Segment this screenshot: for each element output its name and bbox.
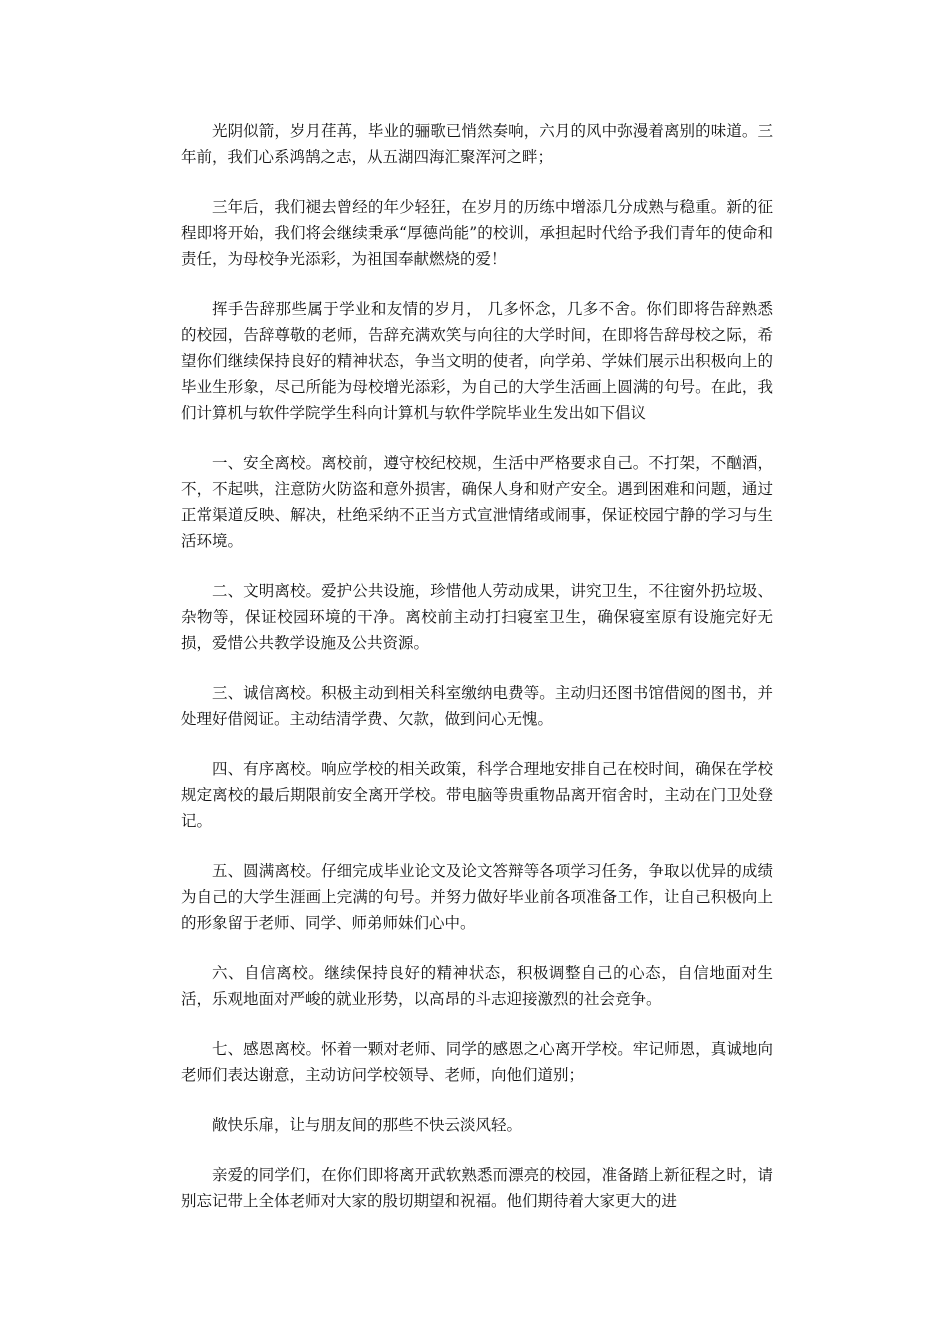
paragraph-item-gratitude: 七、感恩离校。怀着一颗对老师、同学的感恩之心离开学校。牢记师恩，真诚地向老师们表达谢意，主动访问学校领导、老师，向他们道别； — [181, 1040, 773, 1084]
paragraph-item-safety: 一、安全离校。离校前，遵守校纪校规，生活中严格要求自己。不打架，不酗酒，不，不起哄，注意防火防盗和意外损害，确保人身和财产安全。遇到困难和问题，通过正常渠道反映、解决，杜绝采纳不正当方式宣泄情绪或闹事，保证校园宁静的学习与生活环境。 — [181, 454, 773, 550]
document-body — [181, 118, 773, 1238]
paragraph-item-integrity: 三、诚信离校。积极主动到相关科室缴纳电费等。主动归还图书馆借阅的图书，并处理好借阅证。主动结清学费、欠款，做到问心无愧。 — [181, 684, 773, 728]
paragraph-item-confidence: 六、自信离校。继续保持良好的精神状态，积极调整自己的心态，自信地面对生活，乐观地面对严峻的就业形势，以高昂的斗志迎接激烈的社会竞争。 — [181, 964, 773, 1008]
paragraph-item-fulfilment: 五、圆满离校。仔细完成毕业论文及论文答辩等各项学习任务，争取以优异的成绩为自己的大学生涯画上完满的句号。并努力做好毕业前各项准备工作，让自己积极向上的形象留于老师、同学、师弟师妹们心中。 — [181, 862, 773, 932]
paragraph-item-orderly: 四、有序离校。响应学校的相关政策，科学合理地安排自己在校时间，确保在学校规定离校的最后期限前安全离开学校。带电脑等贵重物品离开宿舍时，主动在门卫处登记。 — [181, 760, 773, 830]
paragraph-friends: 敞快乐扉，让与朋友间的那些不快云淡风轻。 — [212, 1116, 523, 1134]
paragraph-intro: 光阴似箭，岁月荏苒，毕业的骊歌已悄然奏响，六月的风中弥漫着离别的味道。三年前，我们心系鸿鹄之志，从五湖四海汇聚浑河之畔； — [181, 122, 773, 166]
paragraph-three-years-later: 三年后，我们褪去曾经的年少轻狂，在岁月的历练中增添几分成熟与稳重。新的征程即将开始，我们将会继续秉承“厚德尚能”的校训，承担起时代给予我们青年的使命和责任，为母校争光添彩，为祖国奉献燃烧的爱！ — [181, 198, 773, 268]
paragraph-item-civility: 二、文明离校。爱护公共设施，珍惜他人劳动成果，讲究卫生，不往窗外扔垃圾、杂物等，保证校园环境的干净。离校前主动打扫寝室卫生，确保寝室原有设施完好无损，爱惜公共教学设施及公共资源。 — [181, 582, 773, 652]
paragraph-farewell: 挥手告辞那些属于学业和友情的岁月， 几多怀念，几多不舍。你们即将告辞熟悉的校园，告辞尊敬的老师，告辞充满欢笑与向往的大学时间，在即将告辞母校之际，希望你们继续保持良好的精神状态，争当文明的使者，向学弟、学妹们展示出积极向上的毕业生形象，尽己所能为母校增光添彩，为自己的大学生活画上圆满的句号。在此，我们计算机与软件学院学生科向计算机与软件学院毕业生发出如下倡议 — [181, 300, 773, 422]
paragraph-closing: 亲爱的同学们，在你们即将离开武软熟悉而漂亮的校园，准备踏上新征程之时，请别忘记带上全体老师对大家的殷切期望和祝福。他们期待着大家更大的进 — [181, 1166, 773, 1210]
